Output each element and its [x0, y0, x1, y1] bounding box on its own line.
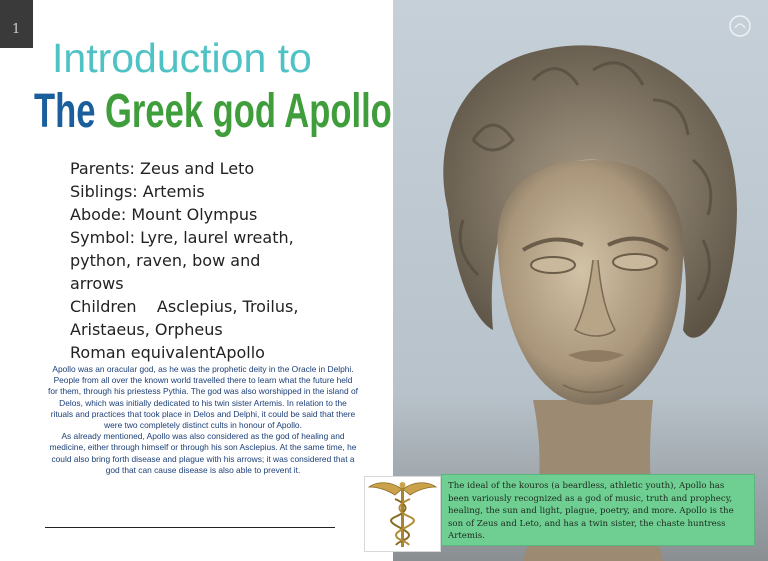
divider-line: [45, 527, 335, 528]
caduceus-image: [364, 476, 441, 552]
title-rest: Greek god Apollo: [105, 85, 392, 138]
title-the: The: [34, 85, 96, 138]
caduceus-icon: [365, 477, 440, 551]
fact-line: Symbol: Lyre, laurel wreath,: [70, 228, 294, 247]
fact-line: Siblings: Artemis: [70, 182, 205, 201]
fact-line: Aristaeus, Orpheus: [70, 320, 223, 339]
page-title: [34, 85, 392, 138]
body-text: [48, 364, 358, 476]
fact-line: Children Asclepius, Troilus,: [70, 297, 299, 316]
body-paragraph: As already mentioned, Apollo was also considered as the god of healing and medicine, either through himself or through his son Asclepius. At the same time, he could also bring forth disease and plague with his arrows; it was considered that a god that can cause disease is also able to prevent it.: [49, 431, 357, 475]
fact-line: arrows: [70, 274, 124, 293]
page-number-badge: [0, 0, 33, 48]
intro-heading: Introduction to: [52, 35, 312, 81]
body-paragraph: Apollo was an oracular god, as he was the prophetic deity in the Oracle in Delphi. People from all over the known world travelled there to learn what the future held for them, through his priestess Pythia. The god was also worshipped in the island of Delos, which was initially dedicated to his twin sister Artemis. In relation to the rituals and practices that took place in Delos and Delphi, it could be said that there were two completely distinct cults in honour of Apollo.: [48, 364, 358, 431]
fact-line: Parents: Zeus and Leto: [70, 159, 255, 178]
fact-line: python, raven, bow and: [70, 251, 261, 270]
watermark-icon: [728, 14, 752, 38]
fact-line: Roman equivalentApollo: [70, 343, 265, 362]
caption-box: [441, 474, 755, 546]
facts-list: [70, 157, 370, 364]
fact-line: Abode: Mount Olympus: [70, 205, 258, 224]
caption-text: The ideal of the kouros (a beardless, athletic youth), Apollo has been variously recognized as a god of music, truth and prophecy, healing, the sun and light, plague, poetry, and more. Apollo is the son of Zeus and Leto, and has a twin sister, the chaste huntress Artemis.: [448, 481, 734, 542]
page-number: 1: [12, 22, 21, 37]
